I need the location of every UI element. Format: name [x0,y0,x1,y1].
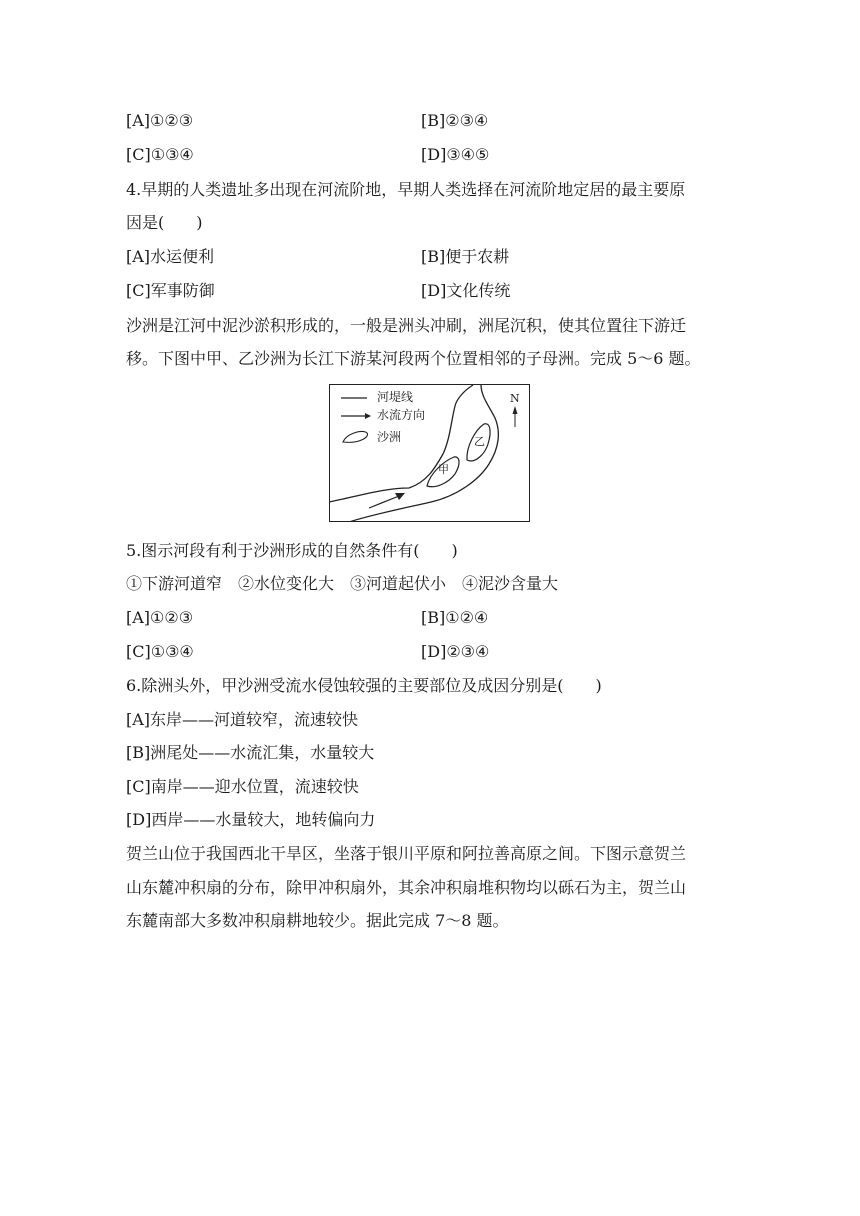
legend-levee-label: 河堤线 [377,390,414,404]
q4-option-b: [B]便于农耕 [421,247,510,266]
passage2-line1: 贺兰山位于我国西北干旱区，坐落于银川平原和阿拉善高原之间。下图示意贺兰 [126,844,687,863]
q5-option-c: [C]①③④ [126,642,194,661]
legend-flow-label: 水流方向 [377,408,426,422]
q3-option-d: [D]③④⑤ [421,145,490,164]
passage2-line3: 东麓南部大多数冲积扇耕地较少。据此完成 7～8 题。 [126,911,509,930]
q4-stem-line1: 4.早期的人类遗址多出现在河流阶地，早期人类选择在河流阶地定居的最主要原 [126,180,686,199]
passage1-line2: 移。下图中甲、乙沙洲为长江下游某河段两个位置相邻的子母洲。完成 5～6 题。 [126,349,701,368]
q5-stem: 5.图示河段有利于沙洲形成的自然条件有( ) [126,541,458,560]
q4-option-d: [D]文化传统 [421,281,511,300]
q6-option-b: [B]洲尾处——水流汇集，水量较大 [126,743,375,762]
river-sandbar-figure [329,384,530,522]
legend-sandbar-label: 沙洲 [377,430,402,444]
river-map [329,384,530,522]
q3-option-a: [A]①②③ [126,111,194,130]
sandbar-yi-label: 乙 [474,435,485,448]
q6-option-c: [C]南岸——迎水位置，流速较快 [126,777,359,796]
q5-conditions: ①下游河道窄 ②水位变化大 ③河道起伏小 ④泥沙含量大 [126,574,559,593]
q5-option-a: [A]①②③ [126,608,194,627]
q6-option-d: [D]西岸——水量较大，地转偏向力 [126,810,376,829]
q5-option-d: [D]②③④ [421,642,490,661]
north-label: N [510,392,520,405]
q3-option-c: [C]①③④ [126,145,194,164]
q6-option-a: [A]东岸——河道较窄，流速较快 [126,710,359,729]
passage2-line2: 山东麓冲积扇的分布，除甲冲积扇外，其余冲积扇堆积物均以砾石为主，贺兰山 [126,878,687,897]
passage1-line1: 沙洲是江河中泥沙淤积形成的，一般是洲头冲刷，洲尾沉积，使其位置往下游迁 [126,316,687,335]
q5-option-b: [B]①②④ [421,608,489,627]
q4-option-c: [C]军事防御 [126,281,215,300]
q4-stem-line2: 因是( ) [126,213,203,232]
sandbar-jia-label: 甲 [438,463,449,476]
q6-stem: 6.除洲头外，甲沙洲受流水侵蚀较强的主要部位及成因分别是( ) [126,676,602,695]
q3-option-b: [B]②③④ [421,111,489,130]
q4-option-a: [A]水运便利 [126,247,215,266]
